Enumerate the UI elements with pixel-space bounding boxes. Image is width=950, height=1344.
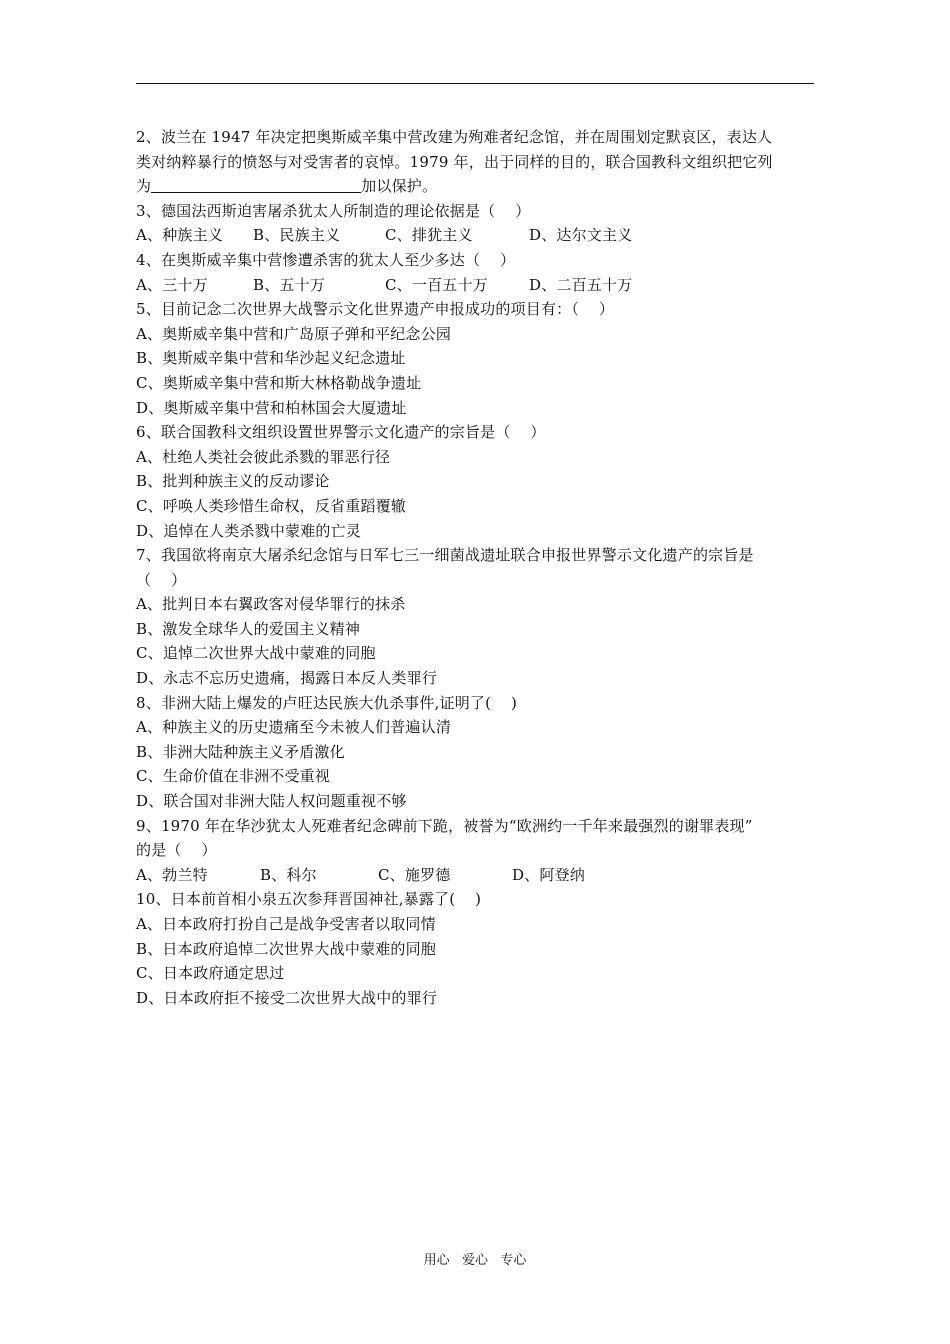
q8-option-c: C、生命价值在非洲不受重视 [136, 767, 331, 786]
q3-option-c: C、排犹主义 [385, 226, 473, 245]
q7-option-d: D、永志不忘历史遗痛，揭露日本反人类罪行 [136, 669, 438, 688]
q10-option-d: D、日本政府拒不接受二次世界大战中的罪行 [136, 988, 438, 1007]
q9-option-c: C、施罗德 [378, 865, 451, 884]
q6-option-b: B、批判种族主义的反动谬论 [136, 472, 330, 491]
q6-option-a: A、杜绝人类社会彼此杀戮的罪恶行径 [136, 447, 391, 466]
q4-options [136, 273, 816, 298]
q9-option-d: D、阿登纳 [512, 865, 586, 884]
q7-stem-line-2: （ ） [136, 570, 187, 589]
q5-stem: 5、目前记念二次世界大战警示文化世界遗产申报成功的项目有：（ ） [136, 300, 615, 319]
q6-stem: 6、联合国教科文组织设置世界警示文化遗产的宗旨是（ ） [136, 423, 546, 442]
q2-answer-blank [151, 176, 361, 193]
q9-option-b: B、科尔 [260, 865, 317, 884]
q8-option-a: A、种族主义的历史遗痛至今未被人们普遍认清 [136, 718, 452, 737]
q8-option-d: D、联合国对非洲大陆人权问题重视不够 [136, 792, 407, 811]
q3-stem: 3、德国法西斯迫害屠杀犹太人所制造的理论依据是（ ） [136, 201, 531, 220]
q9-options [136, 863, 816, 888]
q5-option-a: A、奥斯威辛集中营和广岛原子弹和平纪念公园 [136, 324, 452, 343]
q4-stem: 4、在奥斯威辛集中营惨遭杀害的犹太人至少多达（ ） [136, 250, 516, 269]
q6-option-d: D、追悼在人类杀戮中蒙难的亡灵 [136, 521, 362, 540]
page-footer: 用心 爱心 专心 [423, 1253, 527, 1268]
q8-stem: 8、非洲大陆上爆发的卢旺达民族大仇杀事件,证明了( ) [136, 693, 518, 712]
q10-option-a: A、日本政府打扮自己是战争受害者以取同情 [136, 915, 436, 933]
q2-line-1: 2、波兰在 1947 年决定把奥斯威辛集中营改建为殉难者纪念馆，并在周围划定默哀区，表达人 [136, 128, 773, 146]
q7-stem-line-1: 7、我国欲将南京大屠杀纪念馆与日军七三一细菌战遗址联合申报世界警示文化遗产的宗旨是 [136, 546, 754, 565]
q3-option-b: B、民族主义 [253, 226, 341, 245]
q5-option-c: C、奥斯威辛集中营和斯大林格勒战争遗址 [136, 373, 422, 392]
question-sheet [136, 125, 816, 1010]
q10-option-b: B、日本政府追悼二次世界大战中蒙难的同胞 [136, 939, 437, 958]
q4-option-c: C、一百五十万 [385, 275, 488, 294]
q9-stem-line-2: 的是（ ） [136, 841, 217, 860]
q7-option-b: B、激发全球华人的爱国主义精神 [136, 619, 361, 638]
q5-option-b: B、奥斯威辛集中营和华沙起义纪念遗址 [136, 349, 406, 368]
q3-options [136, 223, 816, 248]
q5-option-d: D、奥斯威辛集中营和柏林国会大厦遗址 [136, 398, 407, 417]
q9-stem-line-1: 9、1970 年在华沙犹太人死难者纪念碑前下跪，被誉为“欧洲约一千年来最强烈的谢罪表现” [136, 816, 753, 835]
q2-suffix: 加以保护。 [361, 177, 438, 196]
q4-option-b: B、五十万 [253, 275, 326, 294]
q3-option-d: D、达尔文主义 [529, 226, 633, 245]
q6-option-c: C、呼唤人类珍惜生命权，反省重蹈覆辙 [136, 496, 407, 515]
q10-option-c: C、日本政府通定思过 [136, 964, 285, 983]
q2-line-3 [136, 174, 816, 199]
q2-line-2: 类对纳粹暴行的愤怒与对受害者的哀悼。1979 年，出于同样的目的，联合国教科文组织把它列 [136, 152, 773, 171]
q8-option-b: B、非洲大陆种族主义矛盾激化 [136, 742, 345, 761]
q4-option-a: A、三十万 [136, 275, 208, 294]
q9-option-a: A、勃兰特 [136, 865, 208, 884]
q3-option-a: A、种族主义 [136, 226, 224, 245]
q2-prefix: 为 [136, 177, 152, 196]
q7-option-a: A、批判日本右翼政客对侵华罪行的抹杀 [136, 595, 406, 614]
q4-option-d: D、二百五十万 [529, 275, 633, 294]
header-rule [136, 83, 814, 84]
q10-stem: 10、日本前首相小泉五次参拜晋国神社,暴露了( ) [136, 890, 482, 909]
q7-option-c: C、追悼二次世界大战中蒙难的同胞 [136, 644, 376, 663]
